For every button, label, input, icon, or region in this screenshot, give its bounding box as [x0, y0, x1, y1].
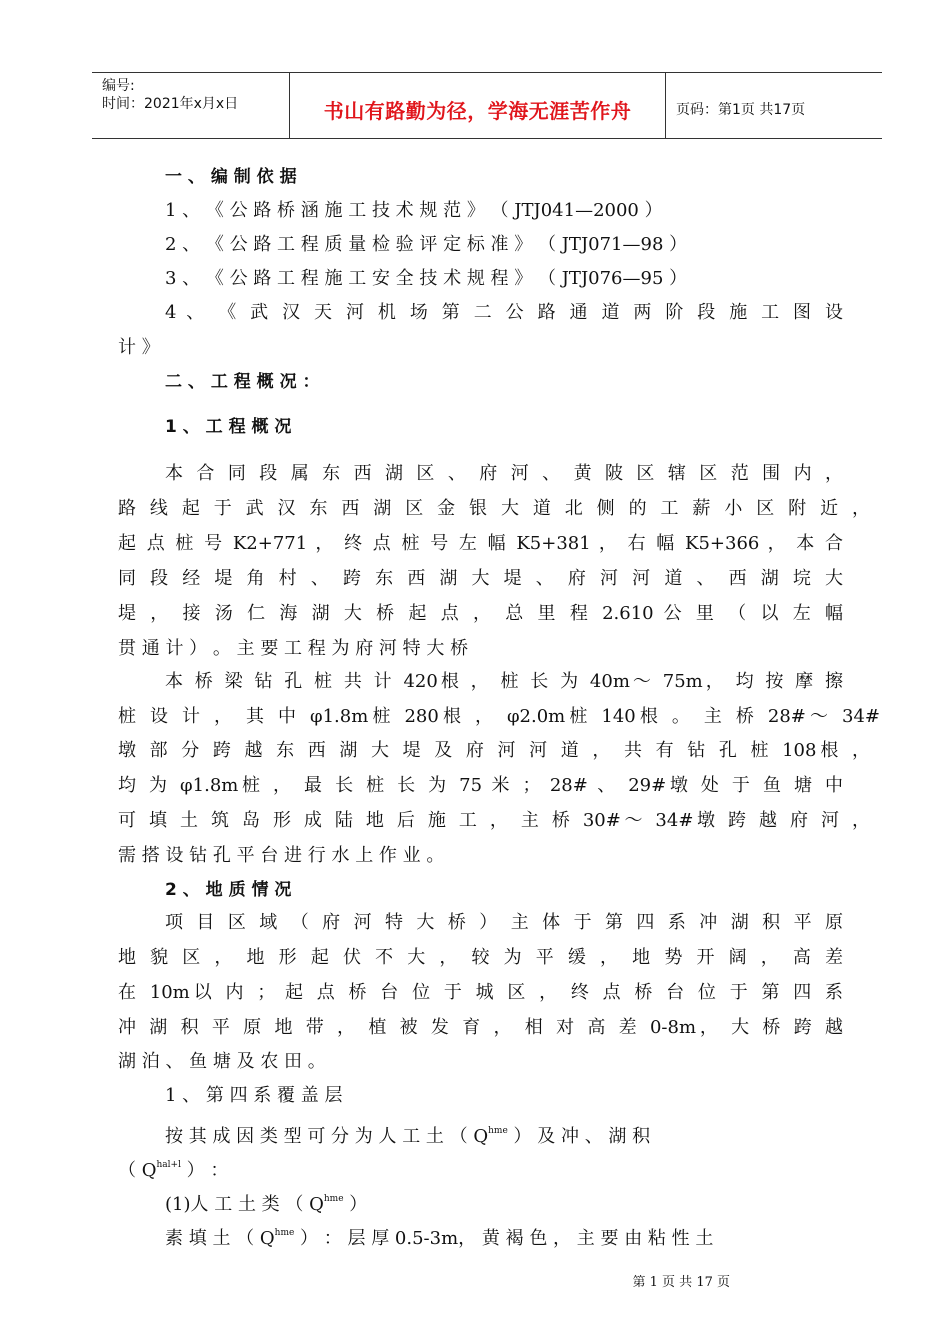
paragraph-line: 地 貌 区 ， 地 形 起 伏 不 大 ， 较 为 平 缓 ， 地 势 开 阔 ， 高 差	[118, 947, 843, 968]
subsection-title: 2 、 地 质 情 况	[165, 880, 292, 900]
paragraph-line: 均 为 φ1.8m桩 ， 最 长 桩 长 为 75 米 ； 28# 、 29#墩 处 于 鱼 塘 中	[118, 775, 843, 796]
reference-item: 4 、 《 武 汉 天 河 机 场 第 二 公 路 通 道 两 阶 段 施 工 图 设	[165, 302, 843, 323]
paragraph-line	[165, 1187, 367, 1217]
paragraph-line: 桩 设 计 ， 其 中 φ1.8m桩 280根 ， φ2.0m桩 140根 。 主 桥 28#～ 34#	[118, 706, 880, 727]
text-run: ） ： 层 厚 0.5-3m， 黄 褐 色 ， 主 要 由 粘 性 土	[294, 1228, 714, 1249]
superscript: hal+l	[156, 1160, 181, 1170]
reference-item: 1 、 《 公 路 桥 涵 施 工 技 术 规 范 》 （ JTJ041—2000 ）	[165, 200, 663, 221]
text-run: ）	[343, 1194, 368, 1215]
subsection-title: 1 、 第 四 系 覆 盖 层	[165, 1085, 343, 1106]
text-run: ） 及 冲 、 湖 积	[507, 1126, 651, 1147]
section-title: 二 、 工 程 概 况 ：	[165, 372, 320, 392]
reference-item-cont: 计 》	[118, 337, 160, 358]
paragraph-line: 堤 ， 接 汤 仁 海 湖 大 桥 起 点 ， 总 里 程 2.610 公 里 （ 以 左 幅	[118, 603, 843, 624]
page-footer: 第 1 页 共 17 页	[632, 1275, 730, 1290]
header-meta	[102, 77, 238, 113]
paragraph-line: 墩 部 分 跨 越 东 西 湖 大 堤 及 府 河 河 道 ， 共 有 钻 孔 桩 108根 ，	[118, 740, 870, 761]
text-run: 素 填 土 （ Q	[165, 1228, 275, 1249]
reference-item: 3 、 《 公 路 工 程 施 工 安 全 技 术 规 程 》 （ JTJ076—95 ）	[165, 268, 688, 289]
paragraph-line: 本 桥 梁 钻 孔 桩 共 计 420根 ， 桩 长 为 40m～ 75m， 均 按 摩 擦	[165, 671, 843, 692]
text-run: (1)人 工 土 类 （ Q	[165, 1194, 324, 1215]
paragraph-line: 路 线 起 于 武 汉 东 西 湖 区 金 银 大 道 北 侧 的 工 薪 小 区 附 近 ，	[118, 498, 870, 519]
paragraph-line: 冲 湖 积 平 原 地 带 ， 植 被 发 育 ， 相 对 高 差 0-8m， 大 桥 跨 越	[118, 1017, 843, 1038]
header-divider	[665, 73, 666, 139]
header-motto: 书山有路勤为径，学海无涯苦作舟	[323, 99, 632, 123]
header-page-info: 页码：第1页 共17页	[676, 102, 806, 118]
paragraph-line: 湖 泊 、 鱼 塘 及 农 田 。	[118, 1051, 326, 1072]
paragraph-line: 贯 通 计 ） 。 主 要 工 程 为 府 河 特 大 桥	[118, 638, 469, 659]
subsection-title: 1 、 工 程 概 况	[165, 417, 292, 437]
paragraph-line	[165, 1119, 650, 1149]
paragraph-line	[165, 1221, 713, 1251]
paragraph-line	[118, 1153, 228, 1183]
text-run: 按 其 成 因 类 型 可 分 为 人 工 土 （ Q	[165, 1126, 489, 1147]
paragraph-line: 起 点 桩 号 K2+771 ， 终 点 桩 号 左 幅 K5+381 ， 右 幅 K5+366 ， 本 合	[118, 533, 843, 554]
superscript: hme	[274, 1228, 295, 1238]
section-title: 一 、 编 制 依 据	[165, 167, 297, 187]
paragraph-line: 同 段 经 堤 角 村 、 跨 东 西 湖 大 堤 、 府 河 河 道 、 西 湖 垸 大	[118, 568, 843, 589]
paragraph-line: 本 合 同 段 属 东 西 湖 区 、 府 河 、 黄 陂 区 辖 区 范 围 内 ，	[165, 463, 843, 484]
paragraph-line: 需 搭 设 钻 孔 平 台 进 行 水 上 作 业 。	[118, 845, 445, 866]
reference-item: 2 、 《 公 路 工 程 质 量 检 验 评 定 标 准 》 （ JTJ071—98 ）	[165, 234, 688, 255]
text-run: （ Q	[118, 1160, 157, 1181]
paragraph-line: 可 填 土 筑 岛 形 成 陆 地 后 施 工 ， 主 桥 30#～ 34#墩 跨 越 府 河 ，	[118, 810, 870, 831]
superscript: hme	[323, 1194, 344, 1204]
number-label: 编号:	[102, 78, 135, 94]
paragraph-line: 在 10m以 内 ； 起 点 桥 台 位 于 城 区 ， 终 点 桥 台 位 于 第 四 系	[118, 982, 843, 1003]
superscript: hme	[488, 1126, 508, 1136]
paragraph-line: 项 目 区 域 （ 府 河 特 大 桥 ） 主 体 于 第 四 系 冲 湖 积 平 原	[165, 912, 843, 933]
page-header	[92, 72, 882, 139]
time-label: 时间：2021年x月x日	[102, 96, 239, 112]
text-run: ） ：	[180, 1160, 229, 1181]
